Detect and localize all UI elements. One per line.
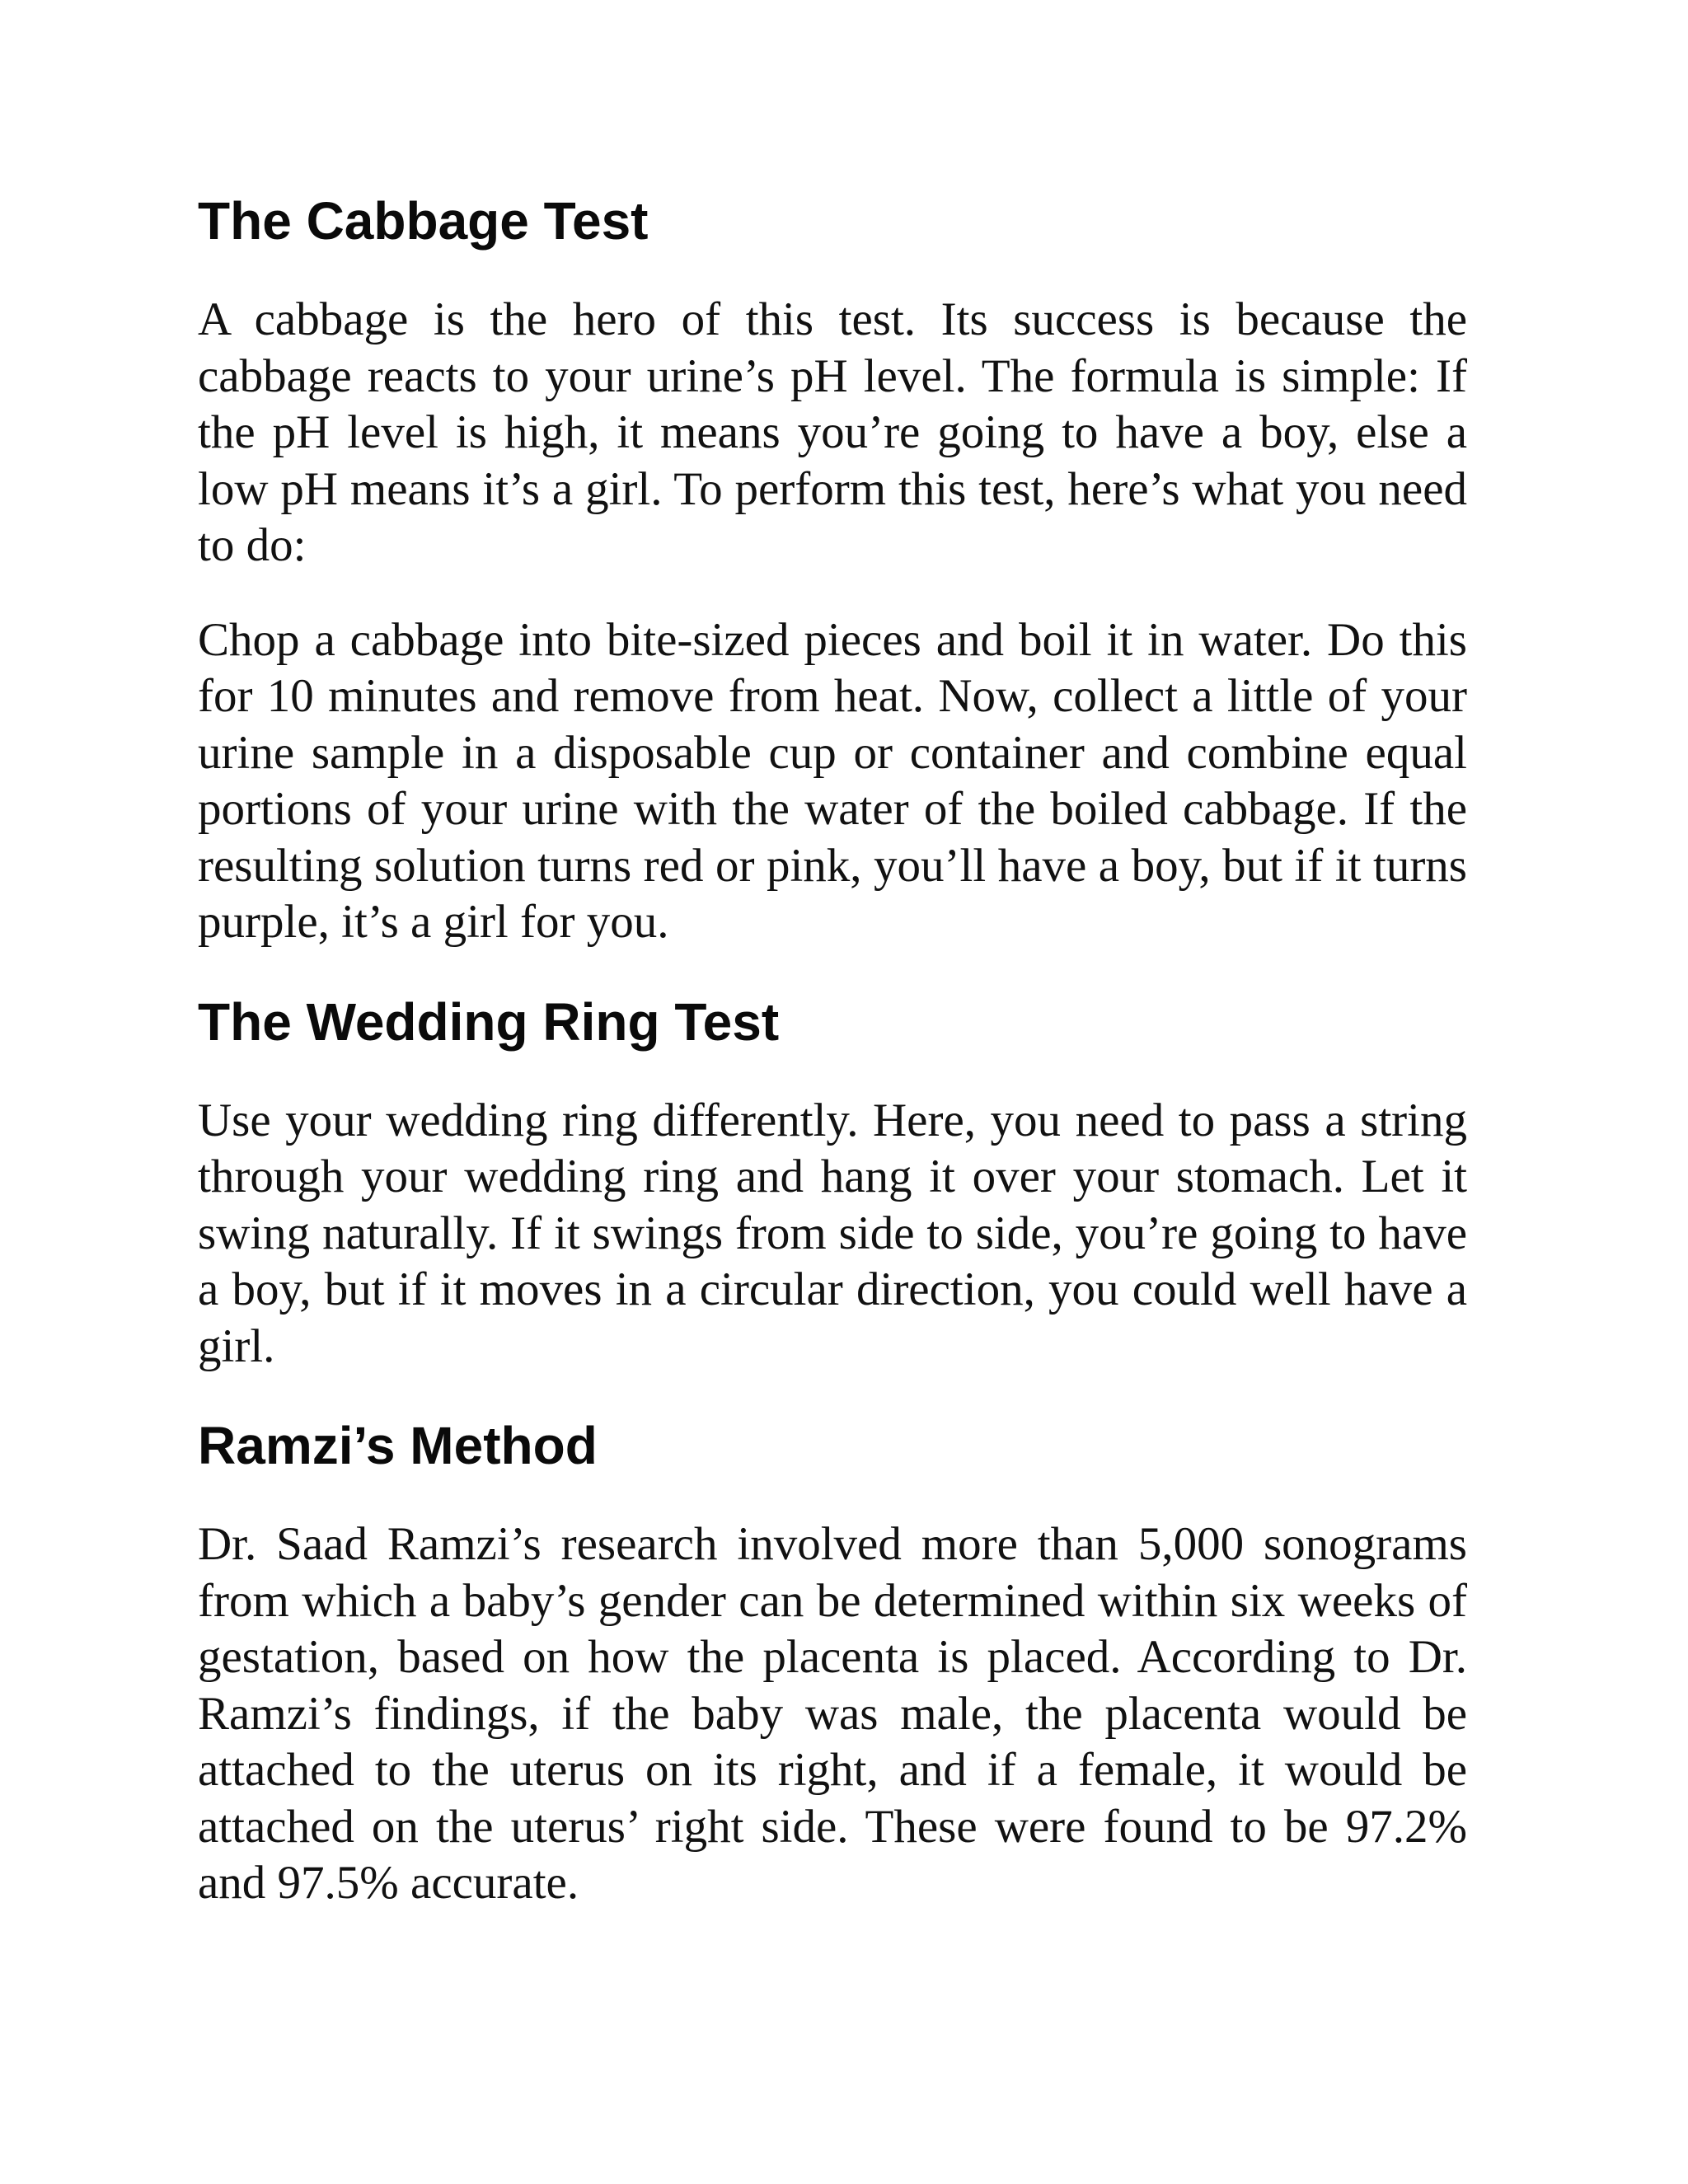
section-heading: The Wedding Ring Test <box>198 991 780 1052</box>
section-ramzis-method <box>198 1413 1467 1912</box>
body-paragraph: Chop a cabbage into bite-sized pieces and boil it in water. Do this for 10 minutes and remove from heat. Now, collect a little of your urine sample in a disposable cup or container and combine equal portions of your urine with the water of the boiled cabbage. If the resulting solution turns red or pink, you’ll have a boy, but if it turns purple, it’s a girl for you. <box>198 613 1467 948</box>
body-paragraph: A cabbage is the hero of this test. Its success is because the cabbage reacts to your urine’s pH level. The formula is simple: If the pH level is high, it means you’re going to have a boy, else a low pH means it’s a girl. To perform this test, here’s what you need to do: <box>198 293 1467 571</box>
body-paragraph: Use your wedding ring differently. Here, you need to pass a string through your wedding ring and hang it over your stomach. Let it swing naturally. If it swings from side to side, you’re going to have a boy, but if it moves in a circular direction, you could well have a girl. <box>198 1094 1467 1372</box>
body-paragraph: Dr. Saad Ramzi’s research involved more than 5,000 sonograms from which a baby’s gender can be determined within six weeks of gestation, based on how the placenta is placed. According to Dr. Ramzi’s findings, if the baby was male, the placenta would be attached to the uterus on its right, and if a female, it would be attached on the uterus’ right side. These were found to be 97.2% and 97.5% accurate. <box>198 1518 1467 1909</box>
section-heading: Ramzi’s Method <box>198 1416 598 1475</box>
section-heading: The Cabbage Test <box>198 191 649 251</box>
section-wedding-ring-test <box>198 989 1467 1376</box>
document-page <box>198 188 1467 1950</box>
section-cabbage-test <box>198 188 1467 951</box>
